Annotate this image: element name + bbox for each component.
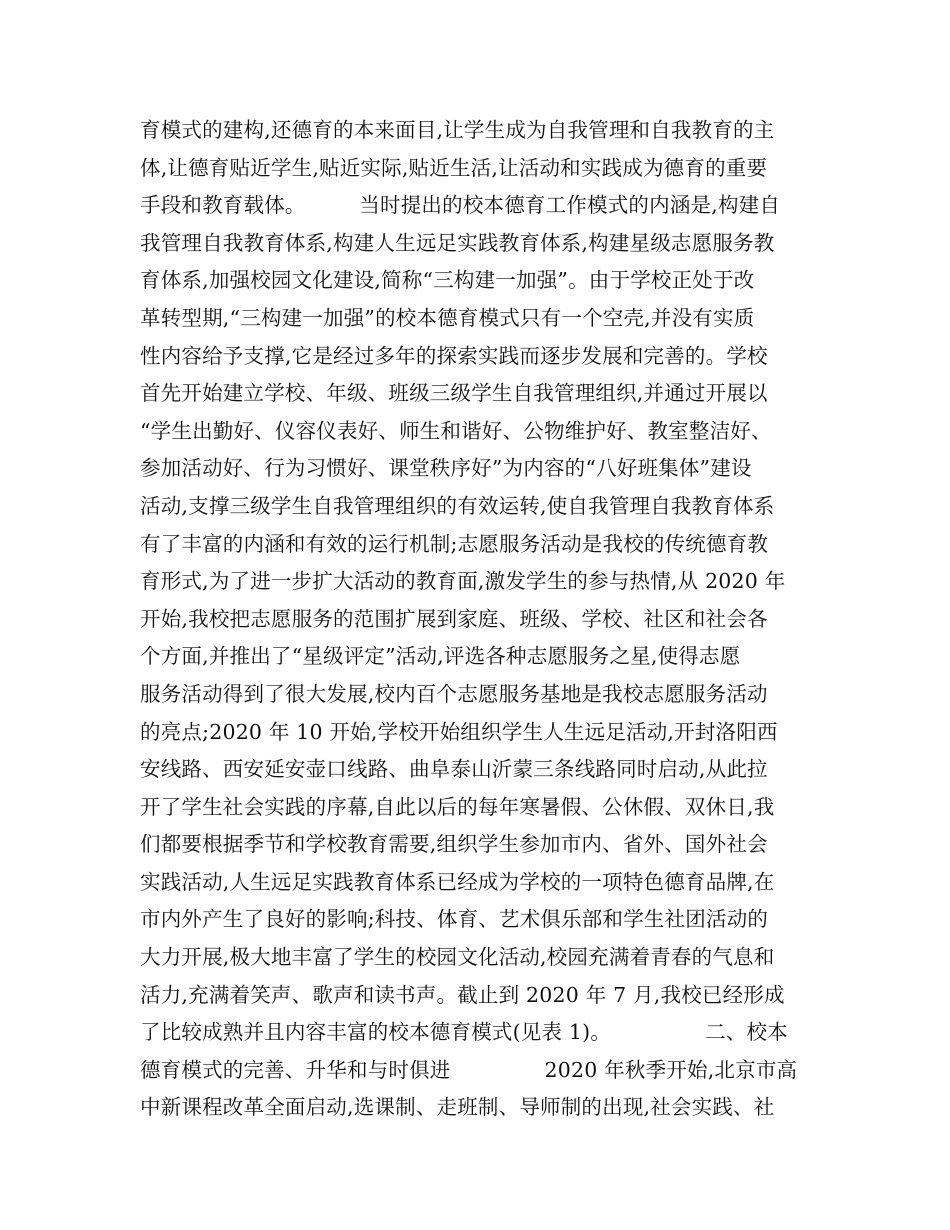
text-line: 育体系,加强校园文化建设,简称“三构建一加强”。由于学校正处于改 (140, 268, 755, 293)
text-line: 了比较成熟并且内容丰富的校本德育模式(见表 1)。 二、校本 (140, 1020, 788, 1045)
text-line: 德育模式的完善、升华和与时俱进 2020 年秋季开始,北京市高 (140, 1057, 798, 1082)
text-line: 育形式,为了进一步扩大活动的教育面,激发学生的参与热情,从 2020 年 (140, 569, 786, 594)
text-line: 性内容给予支撑,它是经过多年的探索实践而逐步发展和完善的。学校 (140, 343, 768, 368)
text-line: 市内外产生了良好的影响;科技、体育、艺术俱乐部和学生社团活动的 (140, 907, 769, 932)
text-line: “学生出勤好、仪容仪表好、师生和谐好、公物维护好、教室整洁好、 (140, 418, 772, 443)
text-line: 手段和教育载体。 当时提出的校本德育工作模式的内涵是,构建自 (140, 193, 781, 218)
text-line: 们都要根据季节和学校教育需要,组织学生参加市内、省外、国外社会 (140, 832, 768, 857)
text-line: 活力,充满着笑声、歌声和读书声。截止到 2020 年 7 月,我校已经形成 (140, 982, 785, 1007)
text-line: 育模式的建构,还德育的本来面目,让学生成为自我管理和自我教育的主 (140, 118, 775, 142)
text-line: 开了学生社会实践的序幕,自此以后的每年寒暑假、公休假、双休日,我 (140, 794, 775, 819)
text-line: 活动,支撑三级学生自我管理组织的有效运转,使自我管理自我教育体系 (140, 493, 775, 518)
text-line: 有了丰富的内涵和有效的运行机制;志愿服务活动是我校的传统德育教 (140, 531, 769, 556)
text-line: 的亮点;2020 年 10 开始,学校开始组织学生人生远足活动,开封洛阳西 (140, 719, 778, 744)
text-line: 中新课程改革全面启动,选课制、走班制、导师制的出现,社会实践、社 (140, 1095, 775, 1120)
text-line: 体,让德育贴近学生,贴近实际,贴近生活,让活动和实践成为德育的重要 (140, 155, 768, 180)
text-line: 大力开展,极大地丰富了学生的校园文化活动,校园充满着青春的气息和 (140, 945, 775, 970)
text-line: 我管理自我教育体系,构建人生远足实践教育体系,构建星级志愿服务教 (140, 230, 775, 255)
text-line: 服务活动得到了很大发展,校内百个志愿服务基地是我校志愿服务活动 (140, 681, 768, 706)
text-line: 实践活动,人生远足实践教育体系已经成为学校的一项特色德育品牌,在 (140, 869, 775, 894)
text-line: 开始,我校把志愿服务的范围扩展到家庭、班级、学校、社区和社会各 (140, 606, 768, 631)
text-line: 首先开始建立学校、年级、班级三级学生自我管理组织,并通过开展以 (140, 381, 768, 406)
text-line: 个方面,并推出了“星级评定”活动,评选各种志愿服务之星,使得志愿 (140, 644, 741, 669)
body-text (140, 112, 820, 1127)
text-line: 安线路、西安延安壶口线路、曲阜泰山沂蒙三条线路同时启动,从此拉 (140, 757, 768, 782)
text-line: 参加活动好、行为习惯好、课堂秩序好”为内容的“八好班集体”建设 (140, 456, 752, 481)
text-line: 革转型期,“三构建一加强”的校本德育模式只有一个空壳,并没有实质 (140, 305, 755, 330)
